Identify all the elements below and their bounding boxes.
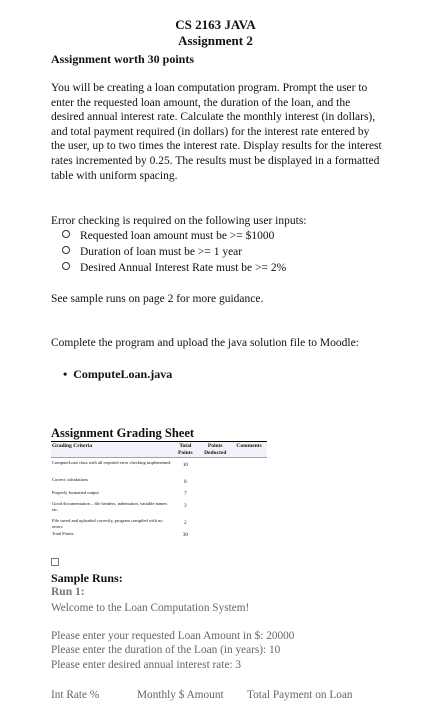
error-item-text: Requested loan amount must be >= $1000: [80, 230, 275, 242]
checkbox-glyph-icon: [51, 558, 59, 566]
col-total-payment: Total Payment on Loan: [247, 689, 353, 701]
row-points: 8: [184, 480, 187, 485]
row-points: 3: [184, 504, 187, 509]
row-comments: [231, 501, 267, 516]
table-row: [51, 531, 267, 539]
row-comments: [231, 531, 267, 539]
row-deducted: [199, 501, 231, 516]
grading-table-header: [51, 442, 267, 458]
circle-bullet-icon: [62, 246, 70, 254]
bullet-icon: •: [63, 367, 68, 381]
intro-paragraph: You will be creating a loan computation program. Prompt the user to enter the requested loan amount, the duration of the loan, and the desired annual interest rate. Calculate the monthly interest (in dollars), and total payment required (in dollars) for the interest rate entered by the user, up to two times the interest rate. Display results for the interest rates incremented by 0.25. The results must be displayed in a formatted table with uniform spacing.: [51, 82, 382, 182]
row-deducted: [199, 490, 231, 500]
see-sample-note: See sample runs on page 2 for more guidance.: [51, 293, 264, 305]
welcome-text: Welcome to the Loan Computation System!: [51, 602, 250, 614]
row-criteria: File saved and uploaded correctly, program compiled with no errors: [52, 518, 163, 529]
file-name: ComputeLoan.java: [73, 367, 173, 381]
row-deducted: [199, 518, 231, 531]
sample-runs-title: Sample Runs:: [51, 571, 123, 585]
course-title: CS 2163 JAVA: [175, 17, 256, 32]
col-monthly-amount: Monthly $ Amount: [137, 689, 224, 701]
row-deducted: [199, 460, 231, 475]
table-row: [51, 487, 267, 500]
header-deducted: Points Deducted: [204, 443, 227, 456]
table-row: [51, 500, 267, 516]
complete-instruction: Complete the program and upload the java solution file to Moodle:: [51, 337, 359, 349]
error-item: [62, 229, 274, 243]
col-int-rate: Int Rate %: [51, 689, 100, 701]
prompt-line: Please enter desired annual interest rate: 3: [51, 659, 242, 671]
row-points: 30: [182, 533, 188, 538]
row-criteria: Total Points: [52, 531, 74, 536]
row-criteria: Correct calculations: [52, 477, 89, 482]
circle-bullet-icon: [62, 230, 70, 238]
assignment-worth: Assignment worth 30 points: [51, 52, 195, 66]
header-comments: Comments: [236, 443, 262, 449]
error-item-text: Desired Annual Interest Rate must be >= 2%: [80, 262, 287, 274]
row-comments: [231, 490, 267, 500]
row-criteria: ComputeLoan class with all required error checking implemented: [52, 460, 171, 465]
error-item: [62, 245, 242, 259]
circle-bullet-icon: [62, 262, 70, 270]
row-points: 7: [184, 492, 187, 497]
row-comments: [231, 460, 267, 475]
header-criteria: Grading Criteria: [52, 443, 93, 449]
row-criteria: Good documentation – file headers, indentation, variable names etc.: [52, 501, 168, 512]
prompt-line: Please enter your requested Loan Amount in $: 20000: [51, 630, 295, 642]
run-label: Run 1:: [51, 586, 85, 598]
row-deducted: [199, 477, 231, 487]
table-row: [51, 475, 267, 487]
grading-table: [51, 441, 267, 539]
row-criteria: Properly formatted output: [52, 490, 99, 495]
row-deducted: [199, 531, 231, 539]
row-points: 2: [184, 521, 187, 526]
row-points: 10: [182, 463, 188, 468]
header-total: Total Points: [178, 443, 193, 456]
file-name-item: [63, 367, 172, 381]
grading-title: Assignment Grading Sheet: [51, 426, 195, 440]
prompt-line: Please enter the duration of the Loan (in years): 10: [51, 644, 281, 656]
error-checking-title: Error checking is required on the following user inputs:: [51, 215, 307, 227]
error-item: [62, 261, 286, 275]
error-item-text: Duration of loan must be >= 1 year: [80, 246, 243, 258]
assignment-title: Assignment 2: [178, 33, 253, 48]
table-row: [51, 458, 267, 475]
table-row: [51, 516, 267, 531]
row-comments: [231, 518, 267, 531]
row-comments: [231, 477, 267, 487]
